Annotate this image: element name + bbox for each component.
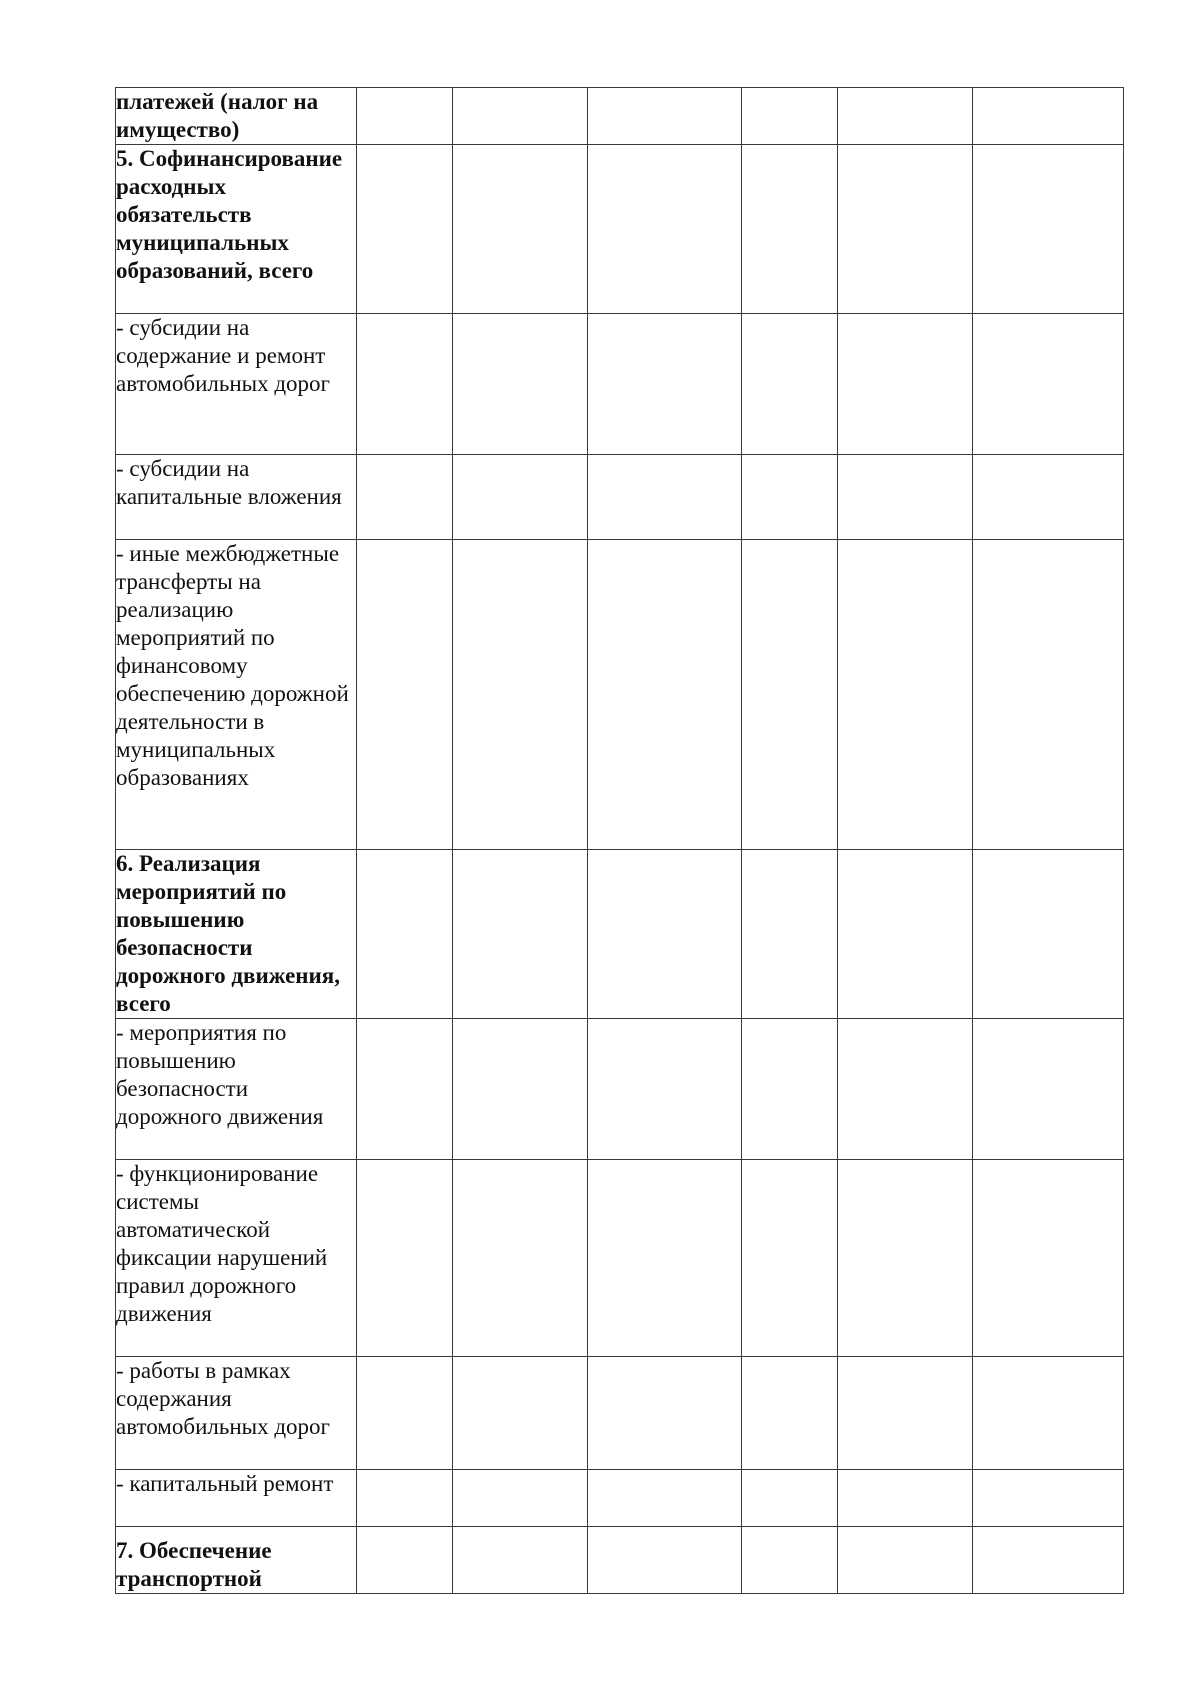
value-cell: [588, 1470, 742, 1527]
value-cell: [357, 1160, 453, 1357]
row-label-cell: [116, 1527, 357, 1594]
value-cell: [742, 1160, 838, 1357]
value-cell: [588, 1019, 742, 1160]
value-cell: [838, 1357, 973, 1470]
row-label: - субсидии на содержание и ремонт автомобильных дорог: [116, 315, 330, 396]
value-cell: [973, 1357, 1124, 1470]
table-row: [116, 1527, 1124, 1594]
value-cell: [838, 314, 973, 455]
value-cell: [357, 455, 453, 540]
value-cell: [742, 88, 838, 145]
value-cell: [973, 1160, 1124, 1357]
value-cell: [588, 1160, 742, 1357]
value-cell: [742, 540, 838, 850]
row-label: - капитальный ремонт: [116, 1471, 334, 1496]
value-cell: [453, 145, 588, 314]
value-cell: [973, 540, 1124, 850]
value-cell: [453, 1470, 588, 1527]
row-label-cell: [116, 540, 357, 850]
value-cell: [973, 314, 1124, 455]
value-cell: [588, 850, 742, 1019]
table-body: [116, 88, 1124, 1594]
value-cell: [742, 145, 838, 314]
value-cell: [453, 540, 588, 850]
row-label-cell: [116, 1357, 357, 1470]
value-cell: [742, 850, 838, 1019]
row-label-cell: [116, 1470, 357, 1527]
row-label-cell: [116, 1160, 357, 1357]
table-row: [116, 850, 1124, 1019]
table-row: [116, 88, 1124, 145]
budget-table: [115, 87, 1124, 1594]
table-row: [116, 1357, 1124, 1470]
value-cell: [357, 1527, 453, 1594]
value-cell: [453, 1527, 588, 1594]
value-cell: [453, 1160, 588, 1357]
value-cell: [453, 314, 588, 455]
value-cell: [742, 455, 838, 540]
row-label: 6. Реализация мероприятий по повышению безопасности дорожного движения, всего: [116, 851, 340, 1016]
value-cell: [838, 1470, 973, 1527]
value-cell: [973, 88, 1124, 145]
value-cell: [742, 1470, 838, 1527]
value-cell: [588, 88, 742, 145]
value-cell: [453, 850, 588, 1019]
value-cell: [357, 850, 453, 1019]
value-cell: [357, 1357, 453, 1470]
table-row: [116, 145, 1124, 314]
row-label: - мероприятия по повышению безопасности дорожного движения: [116, 1020, 324, 1129]
value-cell: [357, 145, 453, 314]
value-cell: [838, 1160, 973, 1357]
value-cell: [357, 540, 453, 850]
value-cell: [973, 850, 1124, 1019]
row-label: - иные межбюджетные трансферты на реализацию мероприятий по финансовому обеспечению дорожной деятельности в муниципальных образованиях: [116, 541, 349, 790]
value-cell: [453, 455, 588, 540]
row-label-cell: [116, 1019, 357, 1160]
value-cell: [588, 1527, 742, 1594]
value-cell: [838, 88, 973, 145]
value-cell: [357, 1019, 453, 1160]
value-cell: [838, 1019, 973, 1160]
value-cell: [973, 145, 1124, 314]
value-cell: [453, 1019, 588, 1160]
value-cell: [588, 145, 742, 314]
value-cell: [838, 850, 973, 1019]
row-label-cell: [116, 314, 357, 455]
table-row: [116, 1470, 1124, 1527]
table-row: [116, 455, 1124, 540]
value-cell: [742, 1357, 838, 1470]
value-cell: [742, 1019, 838, 1160]
row-label: - работы в рамках содержания автомобильных дорог: [116, 1358, 330, 1439]
table-row: [116, 1019, 1124, 1160]
value-cell: [838, 540, 973, 850]
row-label: - функционирование системы автоматической фиксации нарушений правил дорожного движения: [116, 1161, 328, 1326]
row-label-cell: [116, 455, 357, 540]
value-cell: [453, 88, 588, 145]
value-cell: [588, 540, 742, 850]
value-cell: [588, 455, 742, 540]
value-cell: [973, 455, 1124, 540]
value-cell: [453, 1357, 588, 1470]
row-label: - субсидии на капитальные вложения: [116, 456, 342, 509]
row-label-cell: [116, 145, 357, 314]
value-cell: [838, 455, 973, 540]
row-label-cell: [116, 88, 357, 145]
value-cell: [838, 145, 973, 314]
value-cell: [973, 1470, 1124, 1527]
value-cell: [357, 314, 453, 455]
table-row: [116, 314, 1124, 455]
value-cell: [973, 1527, 1124, 1594]
value-cell: [357, 1470, 453, 1527]
value-cell: [742, 314, 838, 455]
row-label: платежей (налог на имущество): [116, 89, 319, 142]
row-label-cell: [116, 850, 357, 1019]
row-label: 5. Софинансирование расходных обязательств муниципальных образований, всего: [116, 146, 343, 283]
value-cell: [357, 88, 453, 145]
value-cell: [588, 1357, 742, 1470]
table-row: [116, 540, 1124, 850]
value-cell: [742, 1527, 838, 1594]
value-cell: [973, 1019, 1124, 1160]
table-row: [116, 1160, 1124, 1357]
row-label: 7. Обеспечение транспортной: [116, 1538, 272, 1591]
value-cell: [588, 314, 742, 455]
value-cell: [838, 1527, 973, 1594]
